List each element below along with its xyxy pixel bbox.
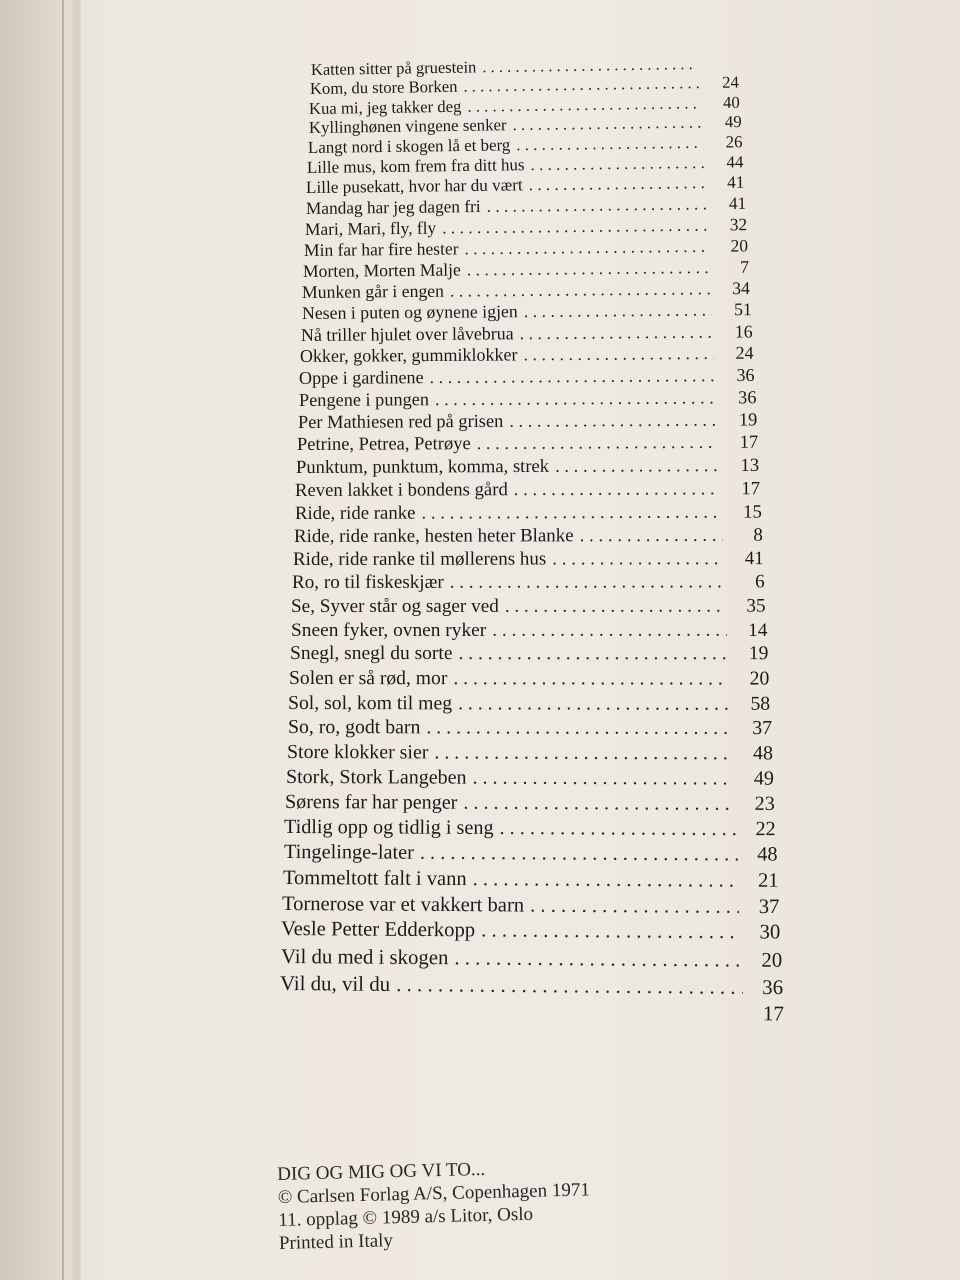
toc-entry-page — [704, 68, 738, 69]
toc-entry — [282, 893, 780, 920]
toc-entry — [291, 595, 766, 619]
toc-entry-page: 41 — [744, 547, 764, 569]
toc-leader-dots — [442, 215, 707, 239]
toc-entry-title: Tornerose var et vakkert barn — [282, 892, 525, 917]
toc-entry-title: Sørens far har penger — [285, 790, 458, 814]
toc-entry-title: Mari, Mari, fly, fly — [304, 217, 437, 240]
toc-entry-page: 22 — [755, 818, 777, 841]
toc-leader-dots — [434, 387, 716, 410]
toc-entry-page: 58 — [750, 692, 771, 715]
toc-entry — [296, 455, 759, 481]
toc-entry-title: Vesle Petter Edderkopp — [281, 918, 476, 942]
toc-entry-title: Nå triller hjulet over låvebrua — [300, 322, 514, 345]
colophon-copyright: © Carlsen Forlag A/S, Copenhagen 1971 — [277, 1179, 591, 1208]
toc-entry-page: 19 — [738, 409, 758, 430]
toc-entry-title: Katten sitter på gruestein — [310, 57, 477, 79]
toc-entry — [287, 741, 773, 766]
toc-leader-dots — [514, 478, 720, 501]
toc-leader-dots — [552, 548, 724, 570]
toc-leader-dots — [492, 619, 727, 641]
toc-entry — [292, 572, 765, 597]
toc-entry-title: Tommeltott falt i vann — [282, 866, 467, 890]
toc-entry-page: 36 — [737, 387, 756, 408]
toc-leader-dots — [516, 133, 703, 155]
toc-entry-title: Sol, sol, kom til meg — [288, 691, 453, 715]
toc-entry-page: 30 — [759, 921, 781, 944]
toc-entry-page: 49 — [753, 767, 774, 790]
toc-entry-page: 36 — [761, 974, 783, 999]
toc-entry-title: Reven lakket i bondens gård — [295, 478, 509, 501]
toc-entry-page: 14 — [747, 619, 768, 641]
toc-entry-title: Kyllinghønen vingene senker — [308, 115, 507, 138]
toc-entry-page: 44 — [726, 152, 744, 172]
toc-leader-dots — [430, 365, 715, 388]
toc-entry — [280, 971, 783, 999]
colophon — [277, 1155, 591, 1255]
toc-leader-dots — [472, 868, 738, 893]
toc-entry-title: Kua mi, jeg takker deg — [309, 96, 462, 118]
toc-entry-page: 24 — [722, 72, 740, 93]
toc-entry-page: 20 — [760, 948, 782, 972]
toc-entry-title: Lille mus, kom frem fra ditt hus — [306, 155, 525, 178]
toc-entry-page: 36 — [736, 364, 755, 386]
toc-leader-dots — [467, 257, 709, 280]
toc-entry — [288, 716, 772, 741]
toc-entry — [293, 548, 764, 573]
toc-entry — [286, 766, 774, 792]
toc-leader-dots — [450, 278, 710, 301]
toc-entry-title: Store klokker sier — [286, 740, 429, 764]
toc-leader-dots — [530, 894, 739, 918]
toc-leader-dots — [579, 524, 722, 546]
toc-leader-dots — [464, 236, 708, 260]
toc-entry-title: Ride, ride ranke — [294, 502, 416, 524]
toc-entry-title: Tingelinge-later — [283, 841, 414, 864]
toc-entry-title: Oppe i gardinene — [299, 367, 424, 389]
toc-entry — [285, 791, 775, 817]
toc-leader-dots — [477, 432, 719, 454]
toc-entry-page: 24 — [735, 342, 754, 364]
toc-entry-page: 48 — [752, 742, 773, 765]
toc-entry-page: 19 — [748, 643, 769, 665]
toc-entry-title: Ride, ride ranke, hesten heter Blanke — [293, 524, 574, 547]
toc-leader-dots — [454, 946, 742, 972]
toc-entry-page: 20 — [730, 235, 749, 256]
toc-entry-page: 41 — [728, 193, 746, 213]
toc-entry-page: 16 — [734, 321, 753, 342]
toc-entry-title: Pengene i pungen — [298, 389, 429, 411]
toc-entry-page: 23 — [754, 792, 776, 815]
toc-entry — [294, 524, 763, 549]
toc-entry-page: 17 — [762, 1001, 785, 1026]
toc-entry-page: 26 — [725, 132, 743, 152]
colophon-printed: Printed in Italy — [278, 1230, 394, 1254]
toc-entry-title: Langt nord i skogen lå et berg — [307, 135, 511, 158]
toc-entry — [290, 643, 768, 667]
toc-entry — [291, 619, 767, 643]
colophon-book-title: DIG OG MIG OG VI TO... — [277, 1158, 486, 1185]
toc-leader-dots — [555, 455, 719, 478]
toc-entry — [284, 816, 776, 842]
toc-entry-title: Per Mathiesen red på grisen — [297, 411, 504, 433]
toc-leader-dots — [523, 300, 711, 323]
toc-entry-title: Morten, Morten Malje — [303, 259, 462, 281]
toc-entry-title: Min far har fire hester — [303, 238, 459, 261]
toc-leader-dots — [450, 572, 725, 594]
toc-entry-page: 7 — [740, 256, 750, 277]
toc-leader-dots — [396, 972, 743, 1000]
toc-leader-dots — [500, 817, 736, 841]
toc-leader-dots — [531, 153, 704, 175]
toc-entry-page: 15 — [742, 501, 762, 523]
toc-leader-dots — [426, 717, 732, 741]
toc-leader-dots — [486, 194, 706, 217]
toc-leader-dots — [458, 692, 730, 715]
toc-entry — [295, 501, 762, 526]
toc-entry-page: 37 — [751, 717, 772, 740]
toc-entry-title: Se, Syver står og sager ved — [291, 595, 500, 617]
toc-entry-page: 17 — [741, 477, 761, 499]
toc-leader-dots — [458, 643, 728, 665]
toc-entry-title: Sneen fyker, ovnen ryker — [290, 619, 486, 641]
toc-leader-dots — [453, 668, 729, 690]
toc-entry-title: Tidlig opp og tidlig i seng — [284, 815, 495, 839]
toc-entry-title: Ride, ride ranke til møllerens hus — [293, 548, 547, 570]
toc-entry-title: Kom, du store Borken — [310, 77, 458, 99]
toc-entry — [279, 997, 784, 1025]
toc-leader-dots — [434, 741, 733, 765]
toc-entry-page: 51 — [733, 299, 752, 320]
toc-entry — [288, 692, 770, 717]
toc-entry-title: Nesen i puten og øynene igjen — [301, 301, 518, 324]
toc-entry-page: 32 — [729, 214, 748, 235]
toc-leader-dots — [519, 321, 712, 344]
toc-entry — [284, 841, 778, 868]
toc-leader-dots — [464, 791, 735, 815]
toc-entry-title: Petrine, Petrea, Petrøye — [296, 433, 471, 455]
toc-leader-dots — [509, 410, 717, 432]
toc-entry — [295, 478, 760, 504]
toc-entry-title: Mandag har jeg dagen fri — [305, 196, 481, 218]
toc-leader-dots — [421, 501, 722, 524]
toc-entry — [289, 668, 769, 693]
toc-entry-page: 40 — [723, 92, 741, 112]
toc-entry-title: Vil du, vil du — [279, 970, 391, 996]
toc-entry-title: Okker, gokker, gummiklokker — [299, 344, 518, 367]
toc-entry-page: 35 — [746, 595, 767, 617]
toc-entry-title: Solen er så rød, mor — [289, 667, 448, 689]
toc-entry-title: So, ro, godt barn — [287, 716, 421, 739]
toc-entry-title: Stork, Stork Langeben — [285, 765, 467, 789]
toc-leader-dots — [481, 920, 740, 945]
toc-leader-dots — [505, 595, 726, 617]
toc-entry-page: 49 — [724, 112, 742, 132]
colophon-edition: 11. opplag © 1989 a/s Litor, Oslo — [278, 1203, 534, 1231]
toc-entry-page: 6 — [755, 571, 765, 593]
toc-entry-title: Lille pusekatt, hvor har du vært — [306, 175, 524, 198]
toc-entry-page: 34 — [732, 277, 751, 299]
toc-entry-title: Snegl, snegl du sorte — [289, 643, 453, 665]
toc-entry-title: Ro, ro til fiskeskjær — [292, 571, 444, 594]
toc-leader-dots — [523, 343, 713, 365]
toc-leader-dots — [420, 842, 738, 867]
toc-entry-page: 48 — [756, 843, 778, 866]
toc-entry — [280, 945, 781, 973]
toc-leader-dots — [512, 113, 701, 136]
toc-entry-page: 21 — [757, 869, 779, 892]
toc-entry-title: Punktum, punktum, komma, strek — [296, 455, 550, 478]
toc-entry — [281, 918, 780, 945]
toc-entry-title: Munken går i engen — [302, 280, 445, 302]
toc-entry-page: 20 — [749, 668, 770, 690]
toc-entry-title: Vil du med i skogen — [280, 944, 449, 969]
toc-entry-page: 41 — [727, 173, 745, 193]
toc-entry-page: 13 — [740, 454, 760, 477]
toc-entry-page: 8 — [753, 524, 763, 546]
toc-entry-page: 17 — [739, 432, 759, 453]
toc-leader-dots — [473, 766, 734, 790]
toc-entry-page: 37 — [758, 895, 780, 918]
toc-leader-dots — [529, 174, 705, 196]
toc-entry — [283, 867, 779, 894]
